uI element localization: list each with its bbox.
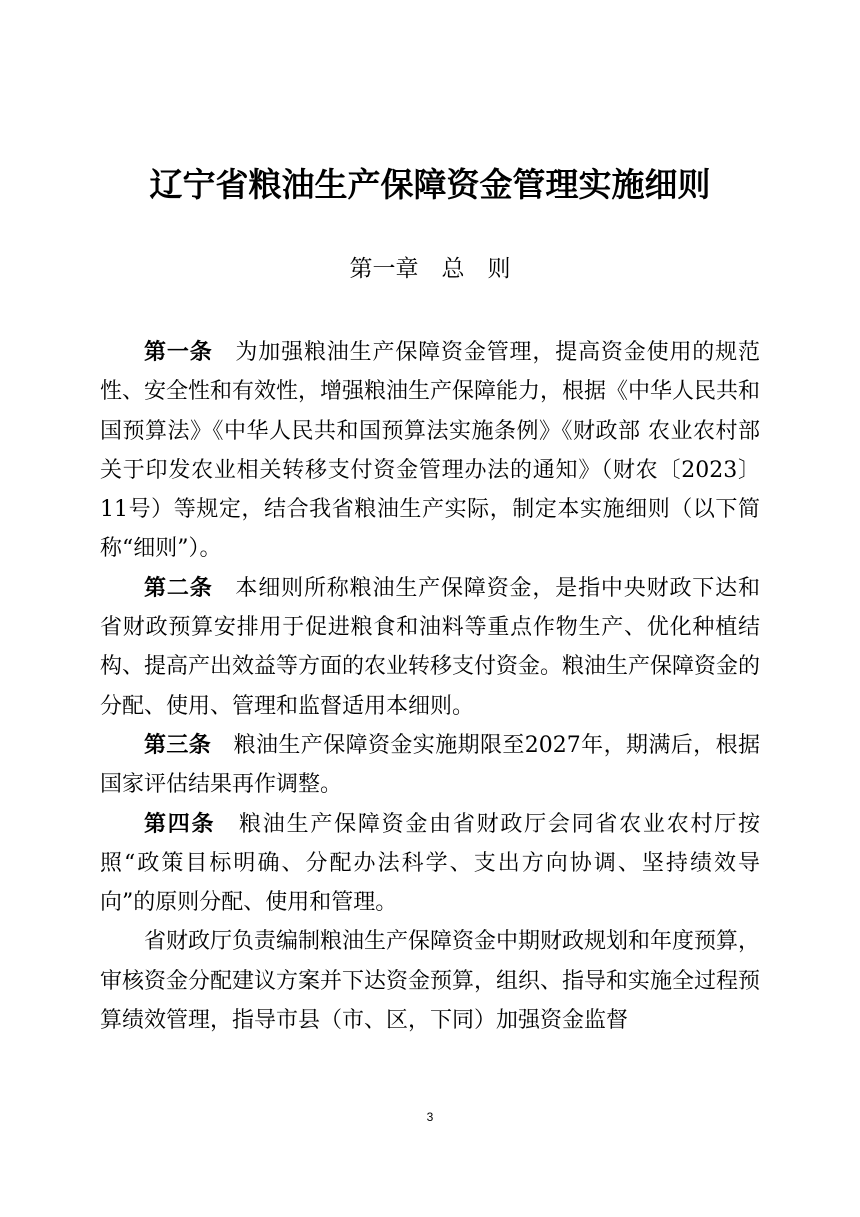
article-spacer — [211, 733, 233, 758]
article-text: 粮油生产保障资金由省财政厅会同省农业农村厅按照“政策目标明确、分配办法科学、支出方向协调、坚持绩效导向”的原则分配、使用和管理。 — [100, 811, 760, 916]
article-label: 第四条 — [144, 811, 216, 837]
document-body — [100, 333, 760, 1040]
paragraph-text: 省财政厅负责编制粮油生产保障资金中期财政规划和年度预算，审核资金分配建议方案并下达资金预算，组织、指导和实施全过程预算绩效管理，指导市县（市、区，下同）加强资金监督 — [100, 929, 761, 1034]
article-paragraph-3 — [100, 726, 760, 805]
article-label: 第三条 — [144, 732, 212, 758]
article-text: 粮油生产保障资金实施期限至2027年，期满后，根据国家评估结果再作调整。 — [100, 732, 760, 798]
article-paragraph-4 — [100, 805, 760, 923]
article-label: 第一条 — [144, 340, 213, 365]
document-title: 辽宁省粮油生产保障资金管理实施细则 — [149, 165, 711, 204]
page-number: 3 — [426, 1110, 434, 1124]
article-spacer — [213, 576, 236, 601]
article-paragraph-2 — [100, 569, 760, 726]
article-spacer — [213, 340, 236, 365]
article-spacer — [215, 812, 239, 837]
article-label: 第二条 — [144, 575, 213, 601]
body-paragraph-5 — [100, 922, 760, 1040]
article-text: 为加强粮油生产保障资金管理，提高资金使用的规范性、安全性和有效性，增强粮油生产保障能力，根据《中华人民共和国预算法》《中华人民共和国预算法实施条例》《财政部 农业农村部关于印发农业相关转移支付资金管理办法的通知》（财农〔2023〕11号）等规定，结合我省粮油生产实际，制定本实施细则（以下简称“细则”）。 — [100, 340, 761, 562]
article-text: 本细则所称粮油生产保障资金，是指中央财政下达和省财政预算安排用于促进粮食和油料等重点作物生产、优化种植结构、提高产出效益等方面的农业转移支付资金。粮油生产保障资金的分配、使用、管理和监督适用本细则。 — [100, 575, 761, 719]
article-paragraph-1 — [100, 333, 760, 569]
chapter-heading: 第一章 总 则 — [349, 256, 511, 282]
